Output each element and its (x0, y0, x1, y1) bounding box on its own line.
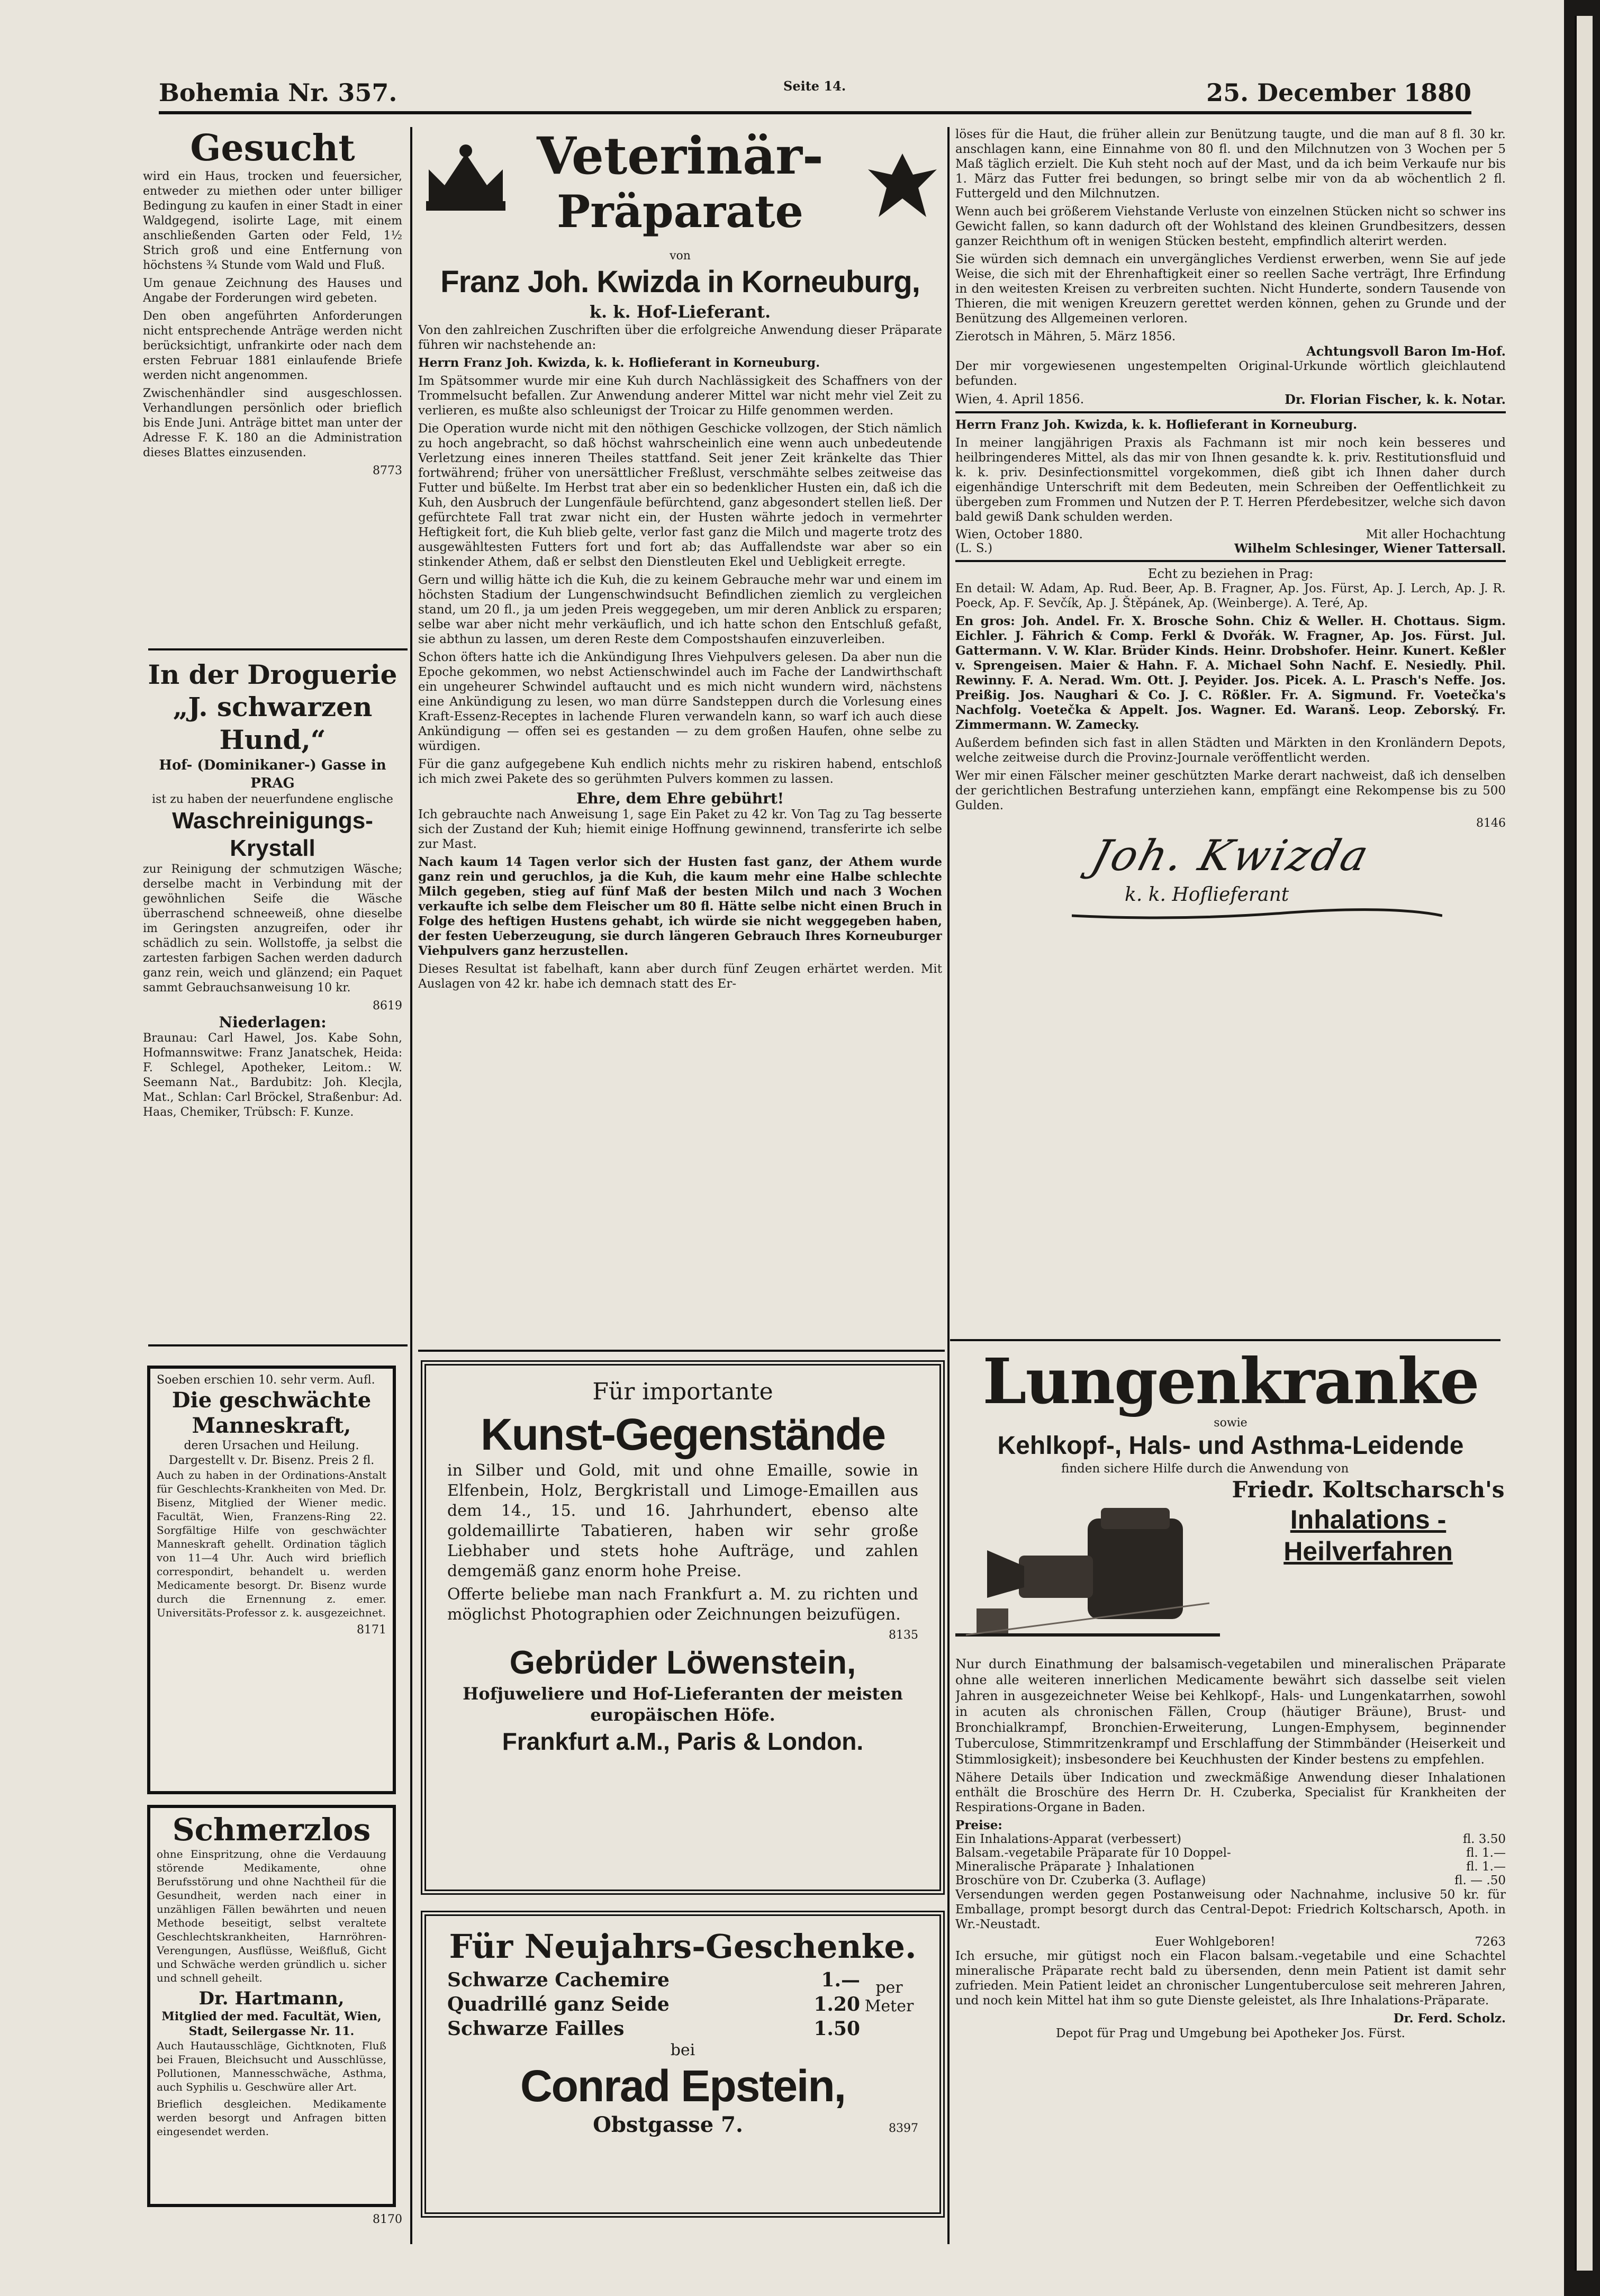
kunst-firm-sub: Hofjuweliere und Hof-Lieferanten der meisten europäischen Höfe. (463, 1684, 903, 1725)
header-page-number: Seite 14. (783, 78, 846, 94)
vet-cont-detail: En detail: W. Adam, Ap. Rud. Beer, Ap. B. Fragner, Ap. Jos. Fürst, Ap. J. Lerch, Ap. J. R. Poeck, Ap. F. Sevčík, Ap. J. Štěpánek, Ap. (Weinberge). A. Teré, Ap. (955, 582, 1506, 610)
vet-cont-sig2: Dr. Florian Fischer, k. k. Notar. (1285, 392, 1506, 407)
vet-cont-rule (955, 560, 1506, 562)
header-date: 25. December 1880 (1206, 78, 1471, 107)
manneskraft-title: Die geschwächte Manneskraft, (171, 1388, 372, 1438)
veterinaer-p8: Dieses Resultat ist fabelhaft, kann aber durch fünf Zeugen erhärtet werden. Mit Auslagen von 42 kr. habe ich demnach statt des Er- (418, 962, 942, 991)
schmerzlos-body2: Auch Hautausschläge, Gichtknoten, Fluß bei Frauen, Bleichsucht und Ausschlüsse, Pollutionen, Mannesschwäche, Asthma, auch Syphilis u. Geschwüre aller Art. (157, 2039, 386, 2093)
rule-above-lungen (950, 1339, 1500, 1341)
veterinaer-p3: Gern und willig hätte ich die Kuh, die zu keinem Gebrauche mehr war und einem im höchsten Stadium der Lungenschwindsucht Befindlichen ziemlich zu vergleichen stand, um 20 fl., ja um jeden Preis weggegeben, um mir deren Anblick zu ersparen; selbe war aber nicht mehr verkäuflich, und ich hatte schon den Entschluß gefaßt, sie abthun zu lassen, um deren Reste dem Compostshaufen einzuverleiben. (418, 573, 942, 646)
gesucht-body: wird ein Haus, trocken und feuersicher, entweder zu miethen oder unter billiger Bedingung zu kaufen in einer Stadt in einer Waldgegend, isolirte Lage, mit einem anschließenden Garten oder Feld, 1½ Strich groß und eine Entfernung von höchstens ¾ Stunde vom Wald und Fluß. (143, 170, 402, 272)
vet-cont-ls: (L. S.) (955, 541, 993, 555)
lungen-price-name: Ein Inhalations-Apparat (verbessert) (955, 1832, 1181, 1846)
lungen-price-name: Mineralische Präparate } Inhalationen (955, 1860, 1195, 1874)
veterinaer-p6: Ich gebrauchte nach Anweisung 1, sage Ein Paket zu 42 kr. Von Tag zu Tag besserte sich der Zustand der Kuh; hiemit einige Hoffnung gewinnend, transferirte ich selbe zur Mast. (418, 808, 942, 851)
lungen-price-value: fl. 1.— (1466, 1860, 1506, 1874)
ad-gesucht (143, 127, 402, 640)
drogerie-title1: In der Droguerie (148, 659, 397, 690)
neujahr-item-price: 1.— (821, 1969, 860, 1991)
lungen-price-row (955, 1846, 1506, 1860)
neujahr-per: per Meter (864, 1978, 914, 2015)
vet-cont-addressee: Herrn Franz Joh. Kwizda, k. k. Hoflieferant in Korneuburg. (955, 418, 1358, 432)
lungen-price-name: Broschüre von Dr. Czuberka (3. Auflage) (955, 1874, 1206, 1887)
kunst-top: Für importante (592, 1378, 773, 1405)
veterinaer-p2: Die Operation wurde nicht mit den nöthigen Geschicke vollzogen, der Stich nämlich zu hoch angebracht, so daß höchst wahrscheinlich eine wenn auch unbedeutende Verletzung eines inneren Theiles stattfand. Seit jener Zeit kränkelte das Thier fortwährend; früher von unersättlicher Freßlust, verschmähte selbes zeitweise das Futter und büßelte. Im Herbst trat aber ein so bedenklicher Husten ein, daß ich die Kuh, den Ausbruch der Lungenfäule befürchtend, ganz abgesondert stellen ließ. Der gefürchtete Fall trat zwar nicht ein, der Husten währte jedoch in vermehrter Heftigkeit fort, die Kuh blieb gelte, verlor fast ganz die Milch und magerte trotz des ausgewähltesten Futters fort und fort ab; das Auffallendste war aber so ein stinkender Athem, daß er selbst den Dienstleuten Ekel und Uebligkeit erregte. (418, 422, 942, 569)
veterinaer-p1: Im Spätsommer wurde mir eine Kuh durch Nachlässigkeit des Schaffners von der Trommelsucht befallen. Zur Anwendung anderer Mittel war nicht mehr viel Zeit zu verlieren, es mußte also schleunigst der Troicar zu Hilfe genommen werden. (418, 374, 942, 418)
lungen-price-row (955, 1860, 1506, 1874)
schmerzlos-title: Schmerzlos (172, 1812, 371, 1848)
lungen-price-name: Balsam.-vegetabile Präparate für 10 Doppel- (955, 1846, 1231, 1860)
ad-veterinaer-continued (955, 127, 1506, 1313)
manneskraft-sub: deren Ursachen und Heilung. Dargestellt v. Dr. Bisenz. Preis 2 fl. (168, 1439, 375, 1467)
rule-under-gesucht (148, 648, 408, 650)
lungen-prices-label: Preise: (955, 1818, 1002, 1832)
lungen-sub: Kehlkopf-, Hals- und Asthma-Leidende (997, 1432, 1464, 1460)
lungen-price-row (955, 1874, 1506, 1887)
kwizda-signature: Joh. Kwizda (1086, 831, 1376, 880)
lungen-line: finden sichere Hilfe durch die Anwendung von (1061, 1462, 1349, 1476)
rule-under-veterinaer (418, 1350, 945, 1352)
schmerzlos-body: ohne Einspritzung, ohne die Verdauung störende Medikamente, ohne Berufsstörung und ohne Nachtheil für die Gesundheit, werden nach einer in unzähligen Fällen bewährten und neuen Methode beseitigt, selbst veraltete Geschlechtskrankheiten, Harnröhren-Verengungen, Ausflüsse, Weißfluß, Gicht und Schwäche werden gründlich u. sicher und schnell geheilt. (157, 1848, 386, 1984)
page-header (159, 68, 1471, 115)
drogerie-niederlagen: Braunau: Carl Hawel, Jos. Kabe Sohn, Hofmannswitwe: Franz Janatschek, Heida: F. Schlegel, Apotheker, Leitom.: W. Seemann Nat., Bardubitz: Joh. Klecjla, Mat., Schlan: Carl Bröckel, Straßenbur: Ad. Haas, Chemiker, Trübsch: F. Kunze. (143, 1032, 402, 1119)
drogerie-title2: „J. schwarzen Hund,“ (173, 691, 373, 755)
veterinaer-p7: Nach kaum 14 Tagen verlor sich der Husten fast ganz, der Athem wurde ganz rein und geruchlos, ja die Kuh, die kaum mehr eine Halbe schlechte Milch gegeben, stieg auf fünf Maß der besten Milch und nach 3 Wochen verkaufte ich selbe dem Fleischer um 80 fl. Hätte selbe nicht einen Bruch in Folge des heftigen Hustens gehabt, ich würde sie nicht weggegeben haben, der festen Ueberzeugung, sie durch längeren Gebrauch Ihres Korneuburger Viehpulvers ganz herzustellen. (418, 855, 942, 958)
vet-cont-p3: Sie würden sich demnach ein unvergängliches Verdienst erwerben, wenn Sie auf jede Weise, die sich mit der Ehrenhaftigkeit einer so reellen Sache verträgt, Ihre Erfindung in den weitesten Kreisen zu verbreiten suchten. Nicht Hunderte, sondern Tausende von Thieren, die mit wenigen Kreuzern gerettet werden können, gehen zu Grunde und der Benützung des Allgemeinen verloren. (955, 252, 1506, 326)
vet-cont-p5: In meiner langjährigen Praxis als Fachmann ist mir noch kein besseres und heilbringenderes Mittel, als das mir von Ihnen gesandte k. k. priv. Restitutionsfluid und k. k. priv. Desinfectionsmittel vorgekommen, dieß gibt ich Ihnen daher durch eigenhändige Unterschrift mit dem Bedeuten, mein Schreiben der Oeffentlichkeit zu übergeben zum Frommen und Nutzen der P. T. Herren Pferdebesitzer, welche sich davon bald gewiß Dank schulden werden. (955, 436, 1506, 524)
drogerie-address: Hof- (Dominikaner-) Gasse in PRAG (159, 757, 386, 791)
vet-cont-p6: Außerdem befinden sich fast in allen Städten und Märkten in den Kronländern Depots, welche zeitweise durch die Provinz-Journale veröffentlicht werden. (955, 736, 1506, 765)
header-rule (159, 111, 1471, 114)
neujahr-firm: Conrad Epstein, (520, 2061, 846, 2111)
schmerzlos-code: 8170 (373, 2213, 402, 2226)
vet-cont-greeting: Mit aller Hochachtung (1366, 528, 1506, 541)
vet-cont-date1: Zierotsch in Mähren, 5. März 1856. (955, 330, 1176, 344)
neujahr-item-name: Schwarze Cachemire (447, 1969, 670, 1991)
vet-cont-p2: Wenn auch bei größerem Viehstande Verluste von einzelnen Stücken nicht so schwer ins Gewicht fallen, so kann dadurch oft der Wohlstand des kleinen Grundbesitzers, dessen ganzer Reichthum oft in wenigen Stücken besteht, empfindlich alterirt werden. (955, 205, 1506, 248)
lungen-name: Friedr. Koltscharsch's (1232, 1477, 1505, 1503)
drogerie-body: zur Reinigung der schmutzigen Wäsche; derselbe macht in Verbindung mit der gewöhnlichen Seife die Wäsche überraschend schneeweiß, ohne dieselbe im Geringsten anzugreifen, oder ihr schädlich zu sein. Wollstoffe, ja selbst die zartesten farbigen Sachen werden dadurch ganz rein, weich und glänzend; ein Paquet sammt Gebrauchsanweisung 10 kr. (143, 863, 402, 995)
neujahr-address: Obstgasse 7. (593, 2112, 743, 2137)
drogerie-code: 8619 (373, 999, 402, 1013)
column-rule-1 (410, 127, 412, 2244)
lungen-price-row (955, 1832, 1506, 1846)
lungen-price-value: fl. — .50 (1454, 1874, 1506, 1887)
lungen-price-value: fl. 3.50 (1462, 1832, 1506, 1846)
neujahr-item (447, 1992, 860, 2017)
veterinaer-p5: Für die ganz aufgegebene Kuh endlich nichts mehr zu riskiren habend, entschloß ich mich zwei Pakete des so gerühmten Pulvers kommen zu lassen. (418, 757, 942, 786)
kunst-body: in Silber und Gold, mit und ohne Emaille, sowie in Elfenbein, Holz, Bergkristall und Limoge-Emaillen aus dem 14., 15. und 16. Jahrhundert, ebenso alte goldemaillirte Tabatieren, haben wir sehr große Liebhaber und stets hohe Aufträge, und zahlen demgemäß ganz enorm hohe Preise. (447, 1461, 918, 1580)
neujahr-item-name: Schwarze Failles (447, 2018, 625, 2040)
veterinaer-motto: Ehre, dem Ehre gebührt! (576, 790, 784, 807)
ad-schmerzlos (147, 1805, 396, 2207)
lungen-p2: Nähere Details über Indication und zweckmäßige Anwendung dieser Inhalationen enthält die Broschüre des Herrn Dr. H. Czuberka, Specialist für Krankheiten der Respirations-Organe in Baden. (955, 1771, 1506, 1814)
vet-cont-rule (955, 411, 1506, 413)
vet-cont-date3: Wien, October 1880. (955, 528, 1083, 541)
vet-cont-gros: En gros: Joh. Andel. Fr. X. Brosche Sohn. Chiz & Weller. H. Chottaus. Sigm. Eichler. J. Fährich & Comp. Ferkl & Dvořák. W. Fragner, Ap. Jos. Fürst. Jul. Gattermann. V. W. Klar. Brüder Kinds. Heinr. Drobshofer. Heinr. Kunert. Keßler v. Sprengeisen. Maier & Hahn. F. A. Michael Sohn Nachf. E. Nesiedly. Phil. Rewinny. F. A. Nerad. Wm. Ott. J. Peyider. Jos. Picek. A. L. Prasch's Neffe. Jos. Preißig. Jos. Naughari & Co. J. C. Rößler. Fr. A. Sigmund. Fr. Voetečka's Nachfolg. Voetečka & Appelt. Jos. Wagner. Ed. Waranš. Leop. Zeborský. Fr. Zimmermann. W. Zamecky. (955, 614, 1506, 732)
vet-cont-date2: Wien, 4. April 1856. (955, 392, 1084, 406)
lungen-sowie: sowie (1214, 1416, 1248, 1430)
lungen-price-value: fl. 1.— (1466, 1846, 1506, 1860)
vet-cont-p7: Wer mir einen Fälscher meiner geschützten Marke derart nachweist, daß ich denselben der gerichtlichen Bestrafung unterziehen kann, empfängt eine Rekompense bis zu 500 Gulden. (955, 769, 1506, 812)
kunst-title: Kunst-Gegenstände (480, 1409, 885, 1459)
kunst-body2: Offerte beliebe man nach Frankfurt a. M. zu richten und möglichst Photographien oder Zeichnungen beizufügen. (447, 1585, 918, 1624)
veterinaer-von: von (670, 249, 691, 263)
veterinaer-p4: Schon öfters hatte ich die Ankündigung Ihres Viehpulvers gelesen. Da aber nun die Epoche gekommen, wo nebst Actienschwindel auch im Fache der Landwirthschaft ein ungeheurer Schwindel auftaucht und es mich nicht wundern wird, nächstens eine Ankündigung zu lesen, wo man dürre Sandsteppen durch die Vorlesung eines Kraft-Essenz-Receptes in lachende Fluren verwandeln kann, so warf ich auch diese Ankündigung — offen sei es gestanden — zu dem großen Haufen, ohne selbe zu würdigen. (418, 650, 942, 753)
lungen-method: Inhalations - Heilverfahren (1283, 1505, 1453, 1566)
neujahr-item (447, 1968, 860, 1992)
manneskraft-intro: Soeben erschien 10. sehr verm. Aufl. (157, 1373, 375, 1387)
neujahr-item-price: 1.50 (813, 2018, 860, 2040)
kunst-firm: Gebrüder Löwenstein, (509, 1644, 856, 1681)
kwizda-signature-sub: k. k. Hoflieferant (1125, 884, 1289, 906)
ad-kunst (421, 1360, 945, 1895)
kunst-code: 8135 (889, 1629, 918, 1642)
inhaler-icon (955, 1476, 1220, 1646)
neujahr-item-price: 1.20 (813, 1993, 860, 2015)
gesucht-code: 8773 (373, 464, 402, 477)
schmerzlos-body3: Brieflich desgleichen. Medikamente werden besorgt und Anfragen bitten eingesendet werden. (157, 2098, 386, 2138)
kunst-cities: Frankfurt a.M., Paris & London. (502, 1728, 864, 1755)
drogerie-product: Waschreinigungs-Krystall (172, 808, 373, 861)
lungen-code: 7263 (1475, 1935, 1506, 1949)
gesucht-body4: Zwischenhändler sind ausgeschlossen. Verhandlungen persönlich oder brieflich bis Ende Juni. Anträge bittet man unter der Adresse F. K. 180 an die Administration dieses Blattes einzusenden. (143, 387, 402, 459)
vet-cont-code: 8146 (1476, 817, 1506, 830)
manneskraft-body: Auch zu haben in der Ordinations-Anstalt für Geschlechts-Krankheiten von Med. Dr. Bisenz, Mitglied der Wiener medic. Facultät, Wien, Franzens-Ring 22. Sorgfältige Hilfe von geschwächter Manneskraft gehellt. Ordination täglich von 11—4 Uhr. Auch wird brieflich correspondirt, behandelt u. werden Medicamente besorgt. Dr. Bisenz wurde durch die Ernennung z. emer. Universitäts-Professor z. k. ausgezeichnet. (157, 1469, 386, 1619)
lungen-prices (955, 1818, 1506, 1887)
veterinaer-sub: k. k. Hof-Lieferant. (589, 302, 771, 322)
lungen-p1: Nur durch Einathmung der balsamisch-vegetabilen und mineralischen Präparate ohne alle weiteren innerlichen Medicamente bewährt sich dasselbe seit vielen Jahren in ausgezeichneter Weise bei Kehlkopf-, Hals- und Lungenkatarrhen, sowohl in acuten als chronischen Fällen, Croup (häutiger Bräune), Brust- und Bronchialkrampf, Bronchien-Erweiterung, Lungen-Emphysem, beginnender Tuberculose, Stimmritzenkrampf und Erschlaffung der Stimmbänder (Heiserkeit und Stimmlosigkeit); insbesondere bei Keuchhusten der Kinder bestens zu empfehlen. (955, 1657, 1506, 1767)
neujahr-item-name: Quadrillé ganz Seide (447, 1993, 670, 2015)
veterinaer-title2: Präparate (557, 185, 803, 238)
vet-cont-sig1: Achtungsvoll Baron Im-Hof. (1306, 344, 1506, 359)
neujahr-title: Für Neujahrs-Geschenke. (449, 1927, 917, 1966)
schmerzlos-doctor: Dr. Hartmann, (198, 1988, 345, 2009)
vet-cont-echt: Echt zu beziehen in Prag: (1147, 566, 1314, 581)
drogerie-niederlagen-title: Niederlagen: (219, 1014, 327, 1031)
neujahr-bei: bei (670, 2041, 695, 2059)
lungen-p4: Ich ersuche, mir gütigst noch ein Flacon balsam.-vegetabile und eine Schachtel mineralische Präparate recht bald zu übersenden, denn mein Patient ist damit sehr zufrieden. Mein Patient leidet an chronischer Lungentuberculose seit mehreren Jahren, und noch kein Mittel hat ihm so gute Dienste geleistet, als Ihre Inhalations-Präparate. (955, 1949, 1506, 2008)
eagle-icon (863, 143, 942, 222)
veterinaer-title1: Veterinär- (537, 127, 824, 186)
crown-icon (418, 138, 513, 217)
vet-cont-sig3: Wilhelm Schlesinger, Wiener Tattersall. (1234, 541, 1506, 556)
column-rule-2 (947, 127, 950, 2244)
gesucht-body3: Den oben angeführten Anforderungen nicht entsprechende Anträge werden nicht berücksichtigt, unfrankirte oder nach dem ersten Februar 1881 einlaufende Briefe werden nicht angenommen. (143, 310, 402, 382)
lungen-sig: Dr. Ferd. Scholz. (1393, 2011, 1506, 2026)
lungen-p3: Versendungen werden gegen Postanweisung oder Nachnahme, inclusive 50 kr. für Emballage, prompt besorgt durch das Central-Depot: Friedrich Koltscharsch, Apoth. in Wr.-Neustadt. (955, 1888, 1506, 1931)
header-paper-name: Bohemia Nr. 357. (159, 78, 397, 107)
lungen-title: Lungenkranke (982, 1347, 1479, 1418)
vet-cont-p4: Der mir vorgewiesenen ungestempelten Original-Urkunde wörtlich gleichlautend befunden. (955, 359, 1506, 388)
vet-cont-p1: löses für die Haut, die früher allein zur Benützung taugte, und die man auf 8 fl. 30 kr. anschlagen kann, eine Einnahme von 80 fl. und den Milchnutzen von 3 Wochen per 5 Maß täglich erzielt. Die Kuh steht noch auf der Mast, und da ich beim Verkaufe nur bis 1. März das Futter frei bedungen, so bringt selbe mir von da ab wöchentlich 2 fl. Futtergeld und den Milchnutzen. (955, 128, 1506, 201)
veterinaer-intro: Von den zahlreichen Zuschriften über die erfolgreiche Anwendung dieser Präparate führen wir nachstehende an: (418, 323, 942, 352)
gesucht-title: Gesucht (190, 127, 355, 169)
lungen-greeting: Euer Wohlgeboren! (1155, 1935, 1276, 1949)
ad-lungenkranke (955, 1347, 1506, 2194)
veterinaer-firm: Franz Joh. Kwizda in Korneuburg, (440, 265, 920, 299)
neujahr-code: 8397 (889, 2122, 918, 2135)
manneskraft-code: 8171 (357, 1623, 386, 1637)
veterinaer-addressee: Herrn Franz Joh. Kwizda, k. k. Hoflieferant in Korneuburg. (418, 356, 820, 370)
ad-neujahr (421, 1911, 945, 2218)
lungen-depot: Depot für Prag und Umgebung bei Apotheker Jos. Fürst. (1056, 2027, 1405, 2040)
rule-under-drogerie (148, 1344, 408, 1346)
gesucht-body2: Um genaue Zeichnung des Hauses und Angabe der Forderungen wird gebeten. (143, 277, 402, 305)
signature-underline-icon (1072, 905, 1442, 926)
next-page-edge (1575, 16, 1593, 2271)
neujahr-item (447, 2017, 860, 2041)
ad-drogerie (143, 659, 402, 1336)
schmerzlos-address: Mitglied der med. Facultät, Wien, Stadt, Seilergasse Nr. 11. (161, 2010, 382, 2038)
drogerie-line1: ist zu haben der neuerfundene englische (152, 793, 393, 806)
ad-manneskraft (147, 1366, 396, 1794)
inhalation-apparatus-image (955, 1476, 1231, 1656)
ad-veterinaer (418, 127, 942, 1344)
